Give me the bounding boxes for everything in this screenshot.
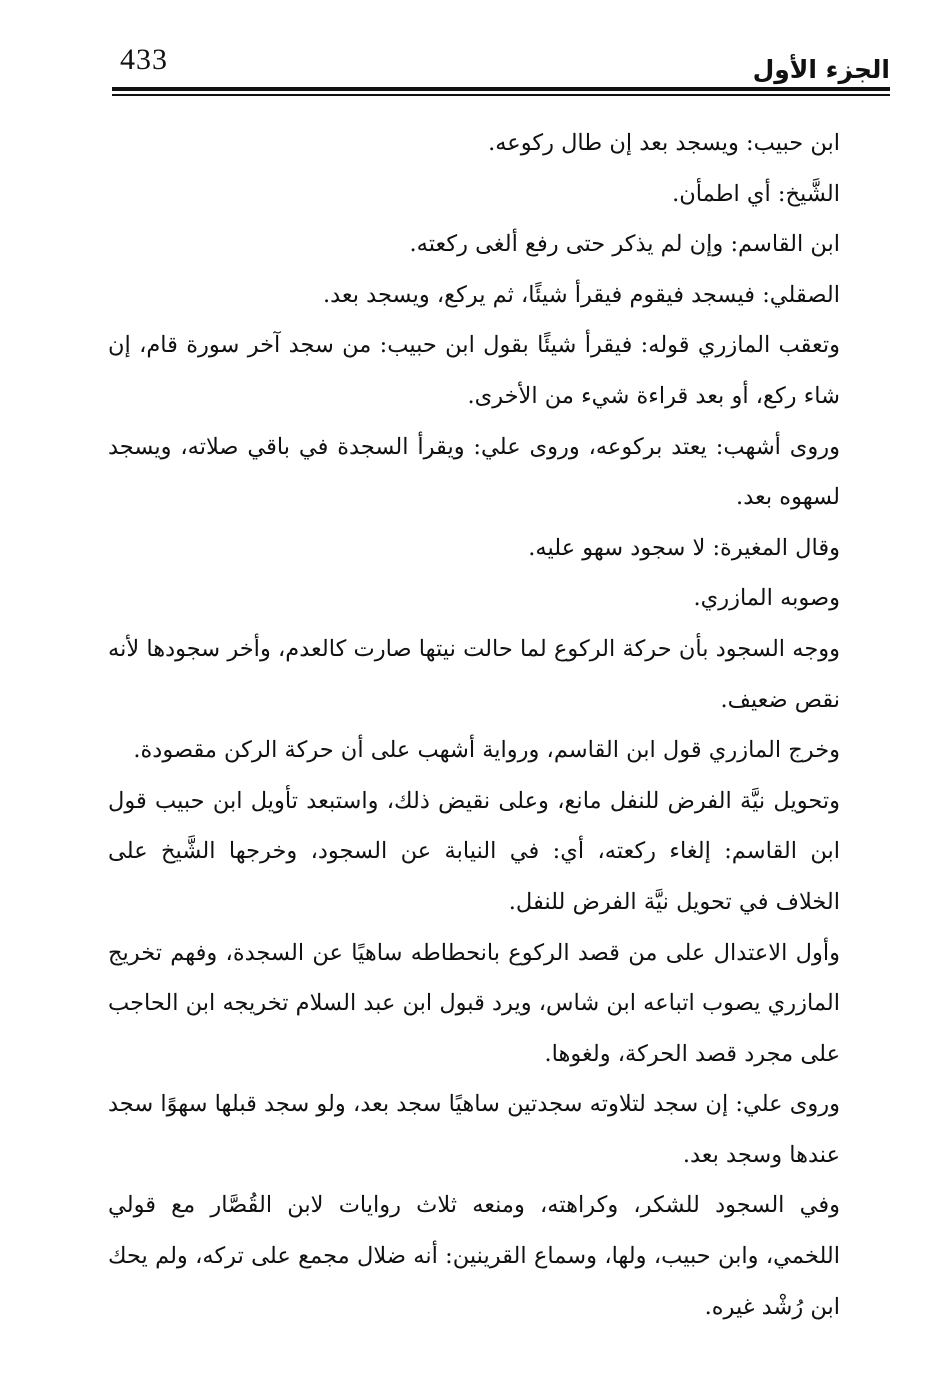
paragraph: وصوبه المازري. [693,585,840,612]
running-title: الجزء الأول [752,55,890,84]
paragraph: وفي السجود للشكر، وكراهته، ومنعه ثلاث روايات لابن القُصَّار مع قولي اللخمي، وابن حبيب، ولها، وسماع القرينين: أنه ضلال مجمع على تركه، ولم يحك ابن رُشْد غيره. [108,1192,840,1320]
paragraph: الشَّيخ: أي اطمأن. [672,180,840,207]
body-text [108,118,840,1332]
paragraph: ابن القاسم: وإن لم يذكر حتى رفع ألغى ركعته. [409,231,840,258]
paragraph: وقال المغيرة: لا سجود سهو عليه. [528,534,840,561]
paragraph: وتعقب المازري قوله: فيقرأ شيئًا بقول ابن حبيب: من سجد آخر سورة قام، إن شاء ركع، أو بعد قراءة شيء من الأخرى. [108,332,840,409]
paragraph: وتحويل نيَّة الفرض للنفل مانع، وعلى نقيض ذلك، واستبعد تأويل ابن حبيب قول ابن القاسم: إلغاء ركعته، أي: في النيابة عن السجود، وخرجها الشَّيخ على الخلاف في تحويل نيَّة الفرض للنفل. [108,787,840,915]
page-header [112,38,890,94]
paragraph: ووجه السجود بأن حركة الركوع لما حالت نيتها صارت كالعدم، وأخر سجودها لأنه نقص ضعيف. [108,635,840,713]
header-rule-thick [112,87,890,91]
header-rule-thin [112,94,890,96]
paragraph: ابن حبيب: ويسجد بعد إن طال ركوعه. [488,130,840,156]
paragraph: وأول الاعتدال على من قصد الركوع بانحطاطه ساهيًا عن السجدة، وفهم تخريج المازري يصوب اتباعه ابن شاس، ويرد قبول ابن عبد السلام تخريجه ابن الحاجب على مجرد قصد الحركة، ولغوها. [108,939,840,1067]
paragraph: وروى أشهب: يعتد بركوعه، وروى علي: ويقرأ السجدة في باقي صلاته، ويسجد لسهوه بعد. [108,433,840,511]
page-number: 433 [120,43,168,76]
paragraph: وروى علي: إن سجد لتلاوته سجدتين ساهيًا سجد بعد، ولو سجد قبلها سهوًا سجد عندها وسجد بعد. [108,1091,840,1168]
paragraph: الصقلي: فيسجد فيقوم فيقرأ شيئًا، ثم يركع، ويسجد بعد. [322,281,840,308]
paragraph: وخرج المازري قول ابن القاسم، ورواية أشهب على أن حركة الركن مقصودة. [133,737,840,764]
